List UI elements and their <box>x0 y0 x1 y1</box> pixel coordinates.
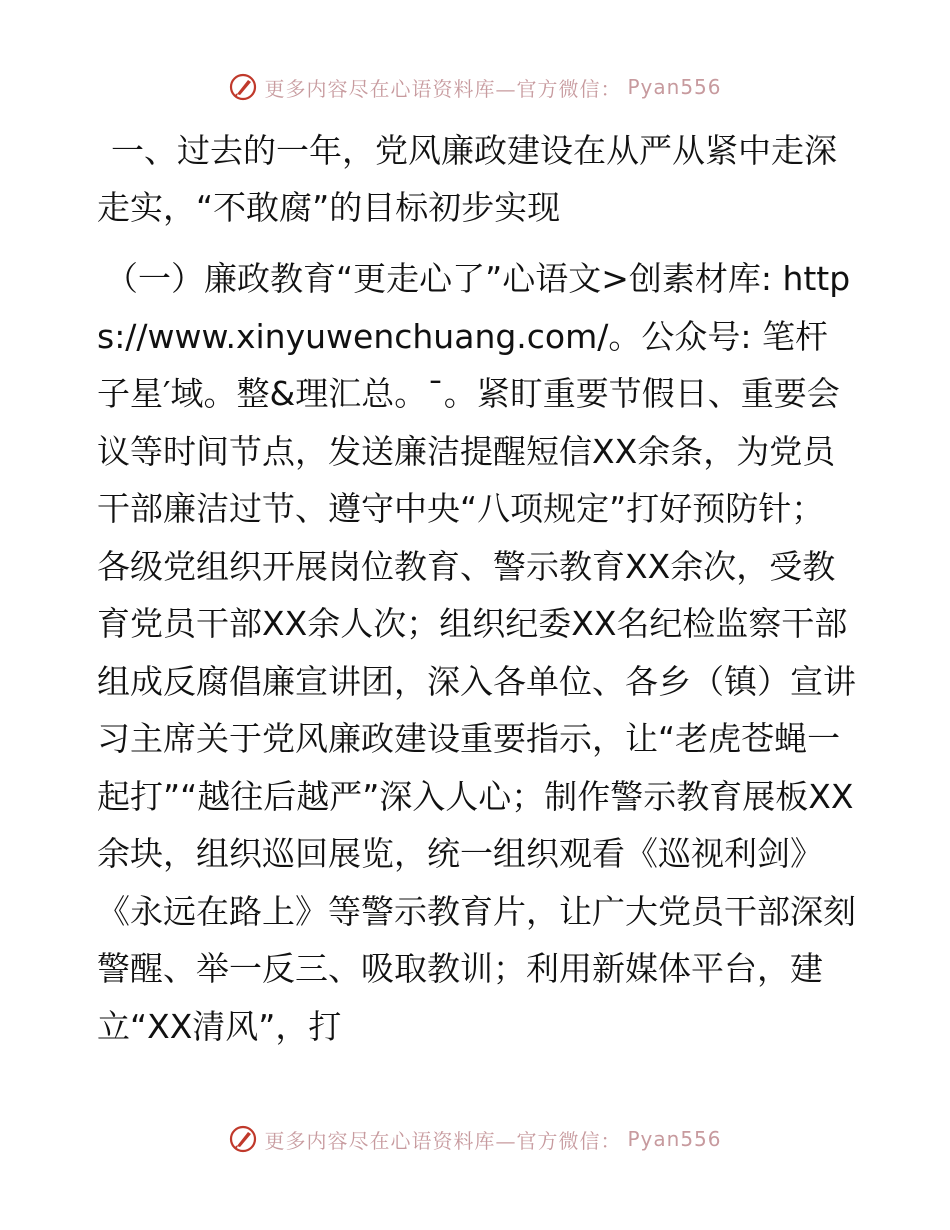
footer-watermark <box>0 1124 950 1154</box>
body-paragraph: （一）廉政教育“更走心了”心语文>创素材库: https://www.xinyuwenchuang.com/。公众号: 笔杆子星′域。整&理汇总。¯。紧盯重要节假日、重要会议等时间节点，发送廉洁提醒短信XX余条，为党员干部廉洁过节、遵守中央“八项规定”打好预防针；各级党组织开展岗位教育、警示教育XX余次，受教育党员干部XX余人次；组织纪委XX名纪检监察干部组成反腐倡廉宣讲团，深入各单位、各乡（镇）宣讲习主席关于党风廉政建设重要指示，让“老虎苍蝇一起打”“越往后越严”深入人心；制作警示教育展板XX余块，组织巡回展览，统一组织观看《巡视利剑》《永远在路上》等警示教育片，让广大党员干部深刻警醒、举一反三、吸取教训；利用新媒体平台，建立“XX清风”，打 <box>97 259 856 1046</box>
header-watermark <box>0 72 950 102</box>
watermark-handle: Pyan556 <box>627 1127 722 1151</box>
quill-pen-logo <box>228 72 258 102</box>
watermark-text: 更多内容尽在心语资料库—官方微信： <box>264 76 622 101</box>
quill-pen-logo <box>228 1124 258 1154</box>
watermark-text: 更多内容尽在心语资料库—官方微信： <box>264 1128 622 1153</box>
section-heading: 一、过去的一年，党风廉政建设在从严从紧中走深走实，“不敢腐”的目标初步实现 <box>97 131 837 227</box>
watermark-handle: Pyan556 <box>627 75 722 99</box>
